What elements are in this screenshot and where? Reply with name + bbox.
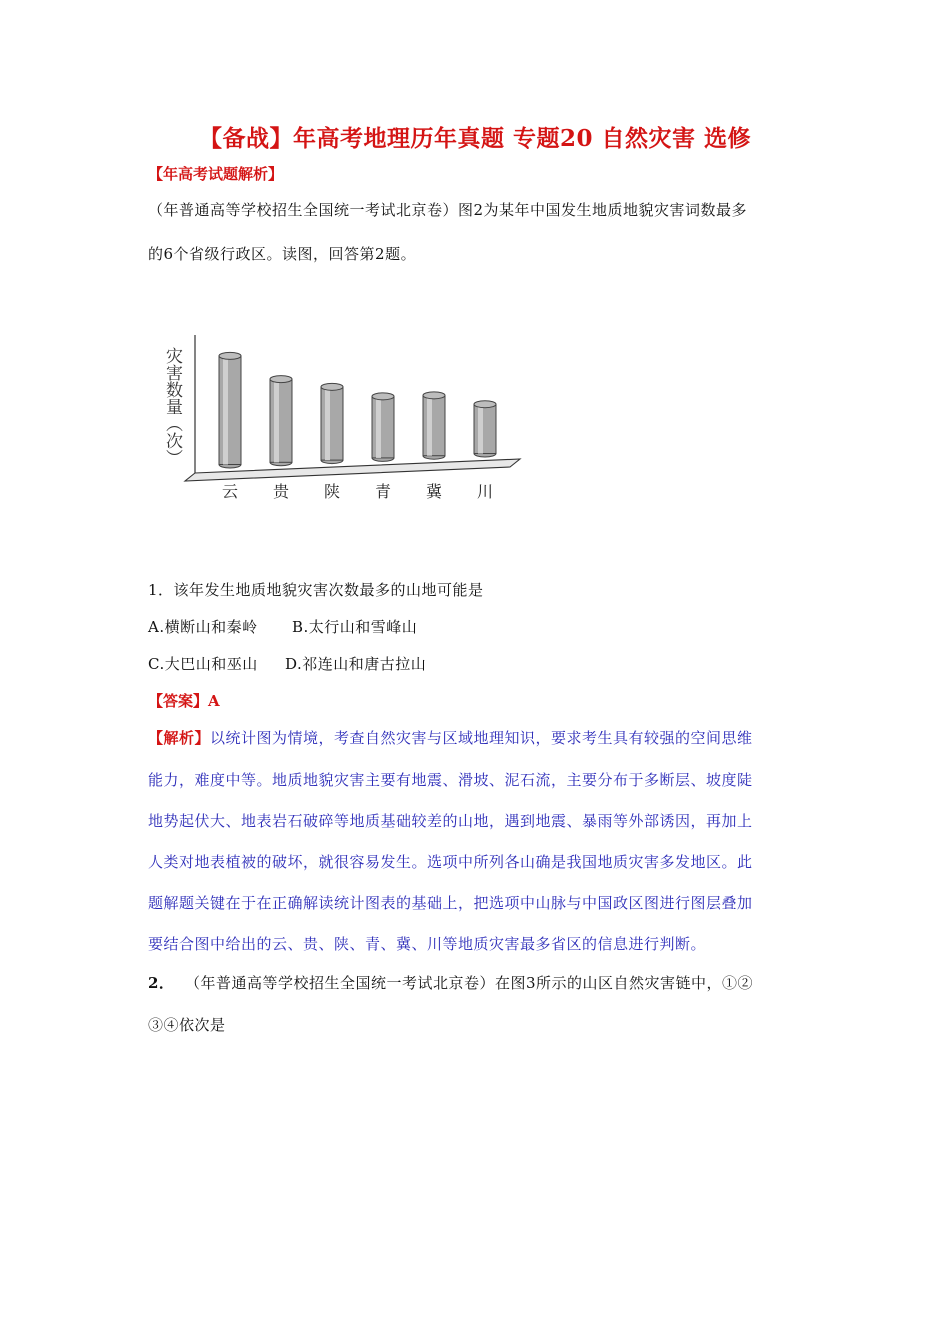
intro-line-2: 的6个省级行政区。读图，回答第2题。 [148, 245, 417, 263]
x-tick-云: 云 [221, 482, 239, 501]
analysis-label: 【解析】 [148, 729, 211, 747]
analysis-line-1 [148, 727, 753, 748]
bar-冀 [423, 392, 445, 459]
intro-line-1: （年普通高等学校招生全国统一考试北京卷）图2为某年中国发生地质地貌灾害词数最多 [148, 201, 748, 219]
question-2-line-2: ③④依次是 [148, 1016, 226, 1034]
option-d: D.祁连山和唐古拉山 [285, 655, 427, 673]
bar-云 [219, 352, 241, 468]
analysis-line-4: 人类对地表植被的破坏，就很容易发生。选项中所列各山确是我国地质灾害多发地区。此 [148, 853, 753, 871]
analysis-line-5: 题解题关键在于在正确解读统计图表的基础上，把选项中山脉与中国政区图进行图层叠加 [148, 894, 753, 912]
option-b: B.太行山和雪峰山 [292, 618, 418, 636]
x-tick-labels [222, 482, 493, 501]
bar-青 [372, 393, 394, 462]
section-heading: 【年高考试题解析】 [148, 165, 284, 183]
analysis-line-2: 能力，难度中等。地质地貌灾害主要有地震、滑坡、泥石流，主要分布于多断层、坡度陡 [148, 771, 753, 789]
x-tick-冀: 冀 [425, 482, 443, 501]
y-axis-label: 灾害数量（次） [162, 347, 182, 466]
bar-贵 [270, 376, 292, 466]
analysis-text-1: 以统计图为情境，考查自然灾害与区域地理知识，要求考生具有较强的空间思维 [210, 729, 753, 747]
bar-川 [474, 401, 496, 457]
answer-line: 【答案】A [148, 692, 220, 710]
question-1: 1．该年发生地质地貌灾害次数最多的山地可能是 [148, 581, 484, 599]
analysis-line-6: 要结合图中给出的云、贵、陕、青、冀、川等地质灾害最多省区的信息进行判断。 [148, 935, 707, 953]
x-tick-青: 青 [374, 482, 392, 501]
x-tick-陕: 陕 [323, 482, 341, 501]
analysis-line-3: 地势起伏大、地表岩石破碎等地质基础较差的山地，遇到地震、暴雨等外部诱因，再加上 [148, 812, 753, 830]
x-tick-川: 川 [476, 482, 494, 501]
disaster-count-chart [150, 325, 530, 510]
bar-陕 [321, 383, 343, 463]
option-a: A.横断山和秦岭 [148, 618, 258, 636]
document-title: 【备战】年高考地理历年真题 专题20 自然灾害 选修 [198, 125, 752, 152]
bar-group [219, 352, 496, 468]
question-2-line-1: （年普通高等学校招生全国统一考试北京卷）在图3所示的山区自然灾害链中，①② [185, 974, 754, 992]
question-2-number: 2． [148, 974, 175, 992]
option-c: C.大巴山和巫山 [148, 655, 258, 673]
x-tick-贵: 贵 [272, 482, 290, 501]
